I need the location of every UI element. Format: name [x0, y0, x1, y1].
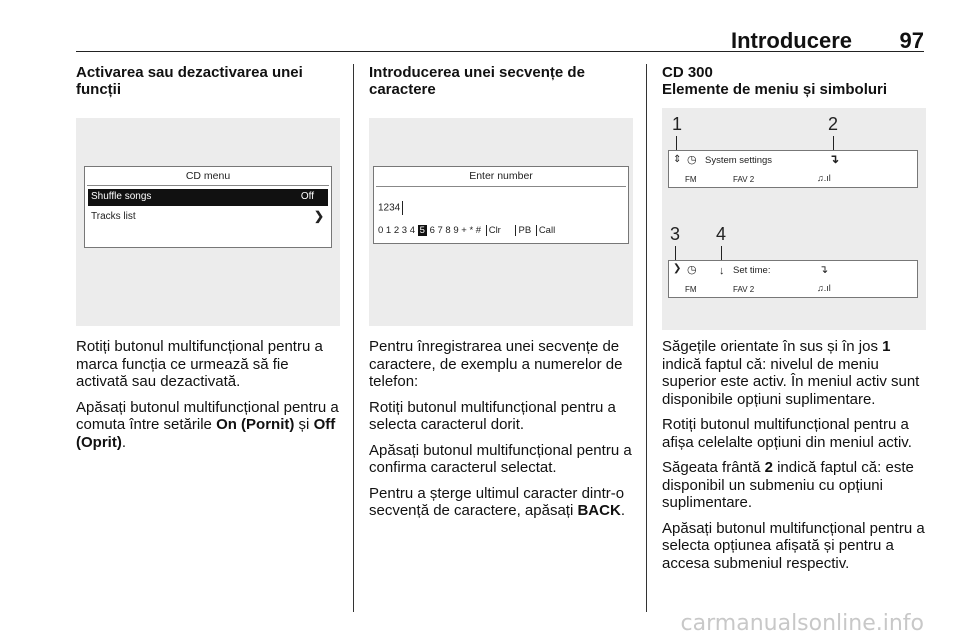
- row-label: Tracks list: [91, 211, 136, 222]
- paragraph: [369, 485, 635, 520]
- clr-option: Clr: [486, 225, 501, 236]
- pb-option: PB: [515, 225, 531, 236]
- watermark: carmanualsonline.info: [680, 611, 924, 636]
- figure-cd-menu: [76, 118, 340, 326]
- heading-enter-sequence: Introducerea unei secvențe de caractere: [369, 64, 585, 98]
- paragraph: Apăsați butonul multifuncțional pentru a selecta opțiunea afișată și pentru a accesa submeniul respectiv.: [662, 519, 925, 572]
- digits: 6 7 8 9 + * #: [429, 225, 482, 236]
- callout-3: 3: [670, 224, 681, 244]
- column-divider: [646, 64, 647, 612]
- text-run: Pentru a șterge ultimul caracter dintr-o secvență de caractere, apăsați: [369, 484, 625, 519]
- paragraph: Pentru înregistrarea unei secvențe de caractere, de exemplu a numerelor de telefon:: [369, 338, 623, 390]
- band-label: FM: [685, 175, 697, 184]
- entry-digits: 1234: [378, 202, 401, 214]
- clock-icon: ◷: [687, 264, 697, 276]
- row-value: Off: [300, 191, 314, 202]
- heading-toggle-function: Activarea sau dezactivarea unei funcții: [76, 64, 303, 98]
- submenu-arrow-icon: ↴: [819, 264, 829, 276]
- favourite-label: FAV 2: [733, 175, 755, 184]
- setting-off: Off (Oprit): [76, 416, 336, 451]
- chevron-right-icon: ❯: [313, 209, 324, 223]
- selected-digit: 5: [419, 225, 425, 236]
- callout-line: [675, 246, 676, 260]
- callout-line: [676, 136, 677, 150]
- paragraph: [662, 459, 930, 512]
- menu-row-tracks: [88, 208, 328, 225]
- figure-enter-number: [369, 118, 633, 326]
- column-2-heading-block: [369, 64, 633, 98]
- column-1-heading-block: [76, 64, 344, 98]
- text-run: Apăsați butonul multifuncțional pentru a comuta între setările: [76, 398, 339, 433]
- cursor-icon: [402, 201, 403, 215]
- page-header: [76, 26, 924, 52]
- callout-4: 4: [716, 224, 727, 244]
- figure-menu-symbols: [662, 108, 926, 330]
- enter-number-screen: [373, 166, 629, 244]
- call-option: Call: [536, 225, 555, 236]
- callout-ref: 1: [882, 338, 891, 355]
- digits: 0 1 2 3 4: [378, 225, 415, 236]
- callout-1: 1: [672, 114, 683, 134]
- text-run: indică faptul că: este disponibil un submeniu cu opțiuni suplimentare.: [662, 459, 914, 511]
- heading-cd300: CD 300: [662, 64, 713, 81]
- column-divider: [353, 64, 354, 612]
- text-run: indică faptul că: nivelul de meniu superior este activ. În meniul activ sunt disponibile opțiuni suplimentare.: [662, 355, 920, 408]
- paragraph: [662, 338, 930, 408]
- heading-menu-elements: Elemente de meniu și simboluri: [662, 81, 888, 98]
- column-2-text: [369, 338, 635, 528]
- character-selector: [378, 225, 555, 236]
- paragraph: Rotiți butonul multifuncțional pentru a marca funcția ce urmează să fie activată sau dezactivată.: [76, 338, 323, 390]
- up-down-arrow-icon: ⇕: [673, 154, 682, 165]
- callout-line: [721, 246, 722, 260]
- screen-title: CD menu: [185, 170, 231, 182]
- setting-on: On (Pornit): [216, 416, 295, 433]
- screen-title: Enter number: [469, 170, 533, 182]
- right-arrow-icon: ❯: [673, 263, 682, 274]
- paragraph: Rotiți butonul multifuncțional pentru a afișa celelalte opțiuni din meniul activ.: [662, 416, 912, 451]
- band-label: FM: [685, 285, 697, 294]
- menu-row-shuffle: [88, 189, 328, 206]
- callout-line: [833, 136, 834, 150]
- menu-title: System settings: [705, 155, 773, 166]
- text-run: și: [294, 416, 314, 433]
- column-3-heading-block: [662, 64, 928, 98]
- page-number: 97: [899, 28, 924, 53]
- music-signal-icon: ♫.ıl: [817, 283, 831, 293]
- callout-2: 2: [828, 114, 839, 134]
- music-signal-icon: ♫.ıl: [817, 173, 831, 183]
- set-time-screen: [668, 260, 918, 298]
- paragraph: [76, 399, 344, 452]
- menu-title: Set time:: [733, 265, 771, 276]
- back-key: BACK: [577, 502, 621, 519]
- number-entry: [378, 201, 403, 215]
- text-run: Săgeata frântă: [662, 459, 765, 476]
- favourite-label: FAV 2: [733, 285, 755, 294]
- text-run: .: [121, 433, 126, 451]
- text-run: Săgețile orientate în sus și în jos: [662, 338, 883, 355]
- down-arrow-icon: ↓: [719, 265, 725, 277]
- callout-ref: 2: [764, 459, 773, 476]
- paragraph: Rotiți butonul multifuncțional pentru a selecta caracterul dorit.: [369, 398, 616, 433]
- system-settings-screen: [668, 150, 918, 188]
- submenu-arrow-icon: ↴: [829, 152, 840, 166]
- cd-menu-screen: [84, 166, 332, 248]
- row-label: Shuffle songs: [91, 191, 152, 202]
- section-title: Introducere: [730, 28, 852, 53]
- column-1-text: [76, 338, 344, 459]
- clock-icon: ◷: [687, 154, 697, 166]
- text-run: .: [620, 502, 625, 519]
- paragraph: Apăsați butonul multifuncțional pentru a confirma caracterul selectat.: [369, 441, 632, 476]
- column-3-text: [662, 338, 930, 580]
